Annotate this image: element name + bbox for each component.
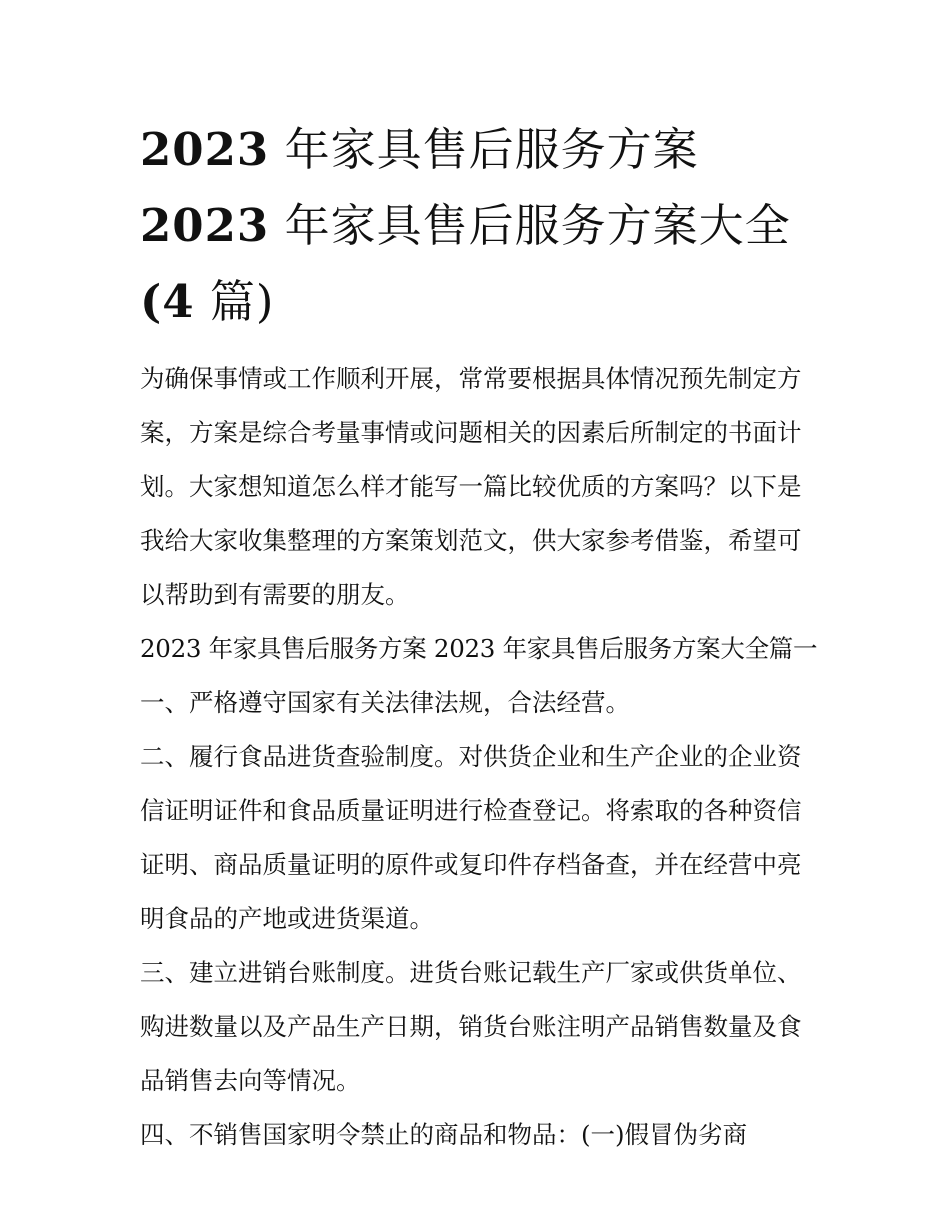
body-line-3: 划。大家想知道怎么样才能写一篇比较优质的方案吗？以下是 — [140, 472, 802, 501]
body-line-9: 信证明证件和食品质量证明进行检查登记。将索取的各种资信 — [140, 796, 802, 825]
title-line-3 — [140, 264, 830, 340]
document-body — [140, 357, 820, 1167]
body-line-13: 购进数量以及产品生产日期，销货台账注明产品销售数量及食 — [140, 1012, 802, 1041]
title-line-3-number: (4 — [140, 275, 195, 328]
title-line-2 — [140, 188, 830, 264]
body-line-5: 以帮助到有需要的朋友。 — [140, 580, 410, 609]
body-line-14: 品销售去向等情况。 — [140, 1066, 361, 1095]
body-line-7: 一、严格遵守国家有关法律法规，合法经营。 — [140, 688, 630, 717]
body-line-11: 明食品的产地或进货渠道。 — [140, 904, 434, 933]
body-line-10: 证明、商品质量证明的原件或复印件存档备查，并在经营中亮 — [140, 850, 802, 879]
title-line-1-number: 2023 — [140, 123, 270, 176]
title-line-1 — [140, 112, 830, 188]
title-line-1-text: 年家具售后服务方案 — [284, 123, 699, 176]
title-line-2-number: 2023 — [140, 199, 270, 252]
body-line-8: 二、履行食品进货查验制度。对供货企业和生产企业的企业资 — [140, 742, 802, 771]
body-line-15: 四、不销售国家明令禁止的商品和物品：(一)假冒伪劣商 — [140, 1120, 748, 1149]
body-line-4: 我给大家收集整理的方案策划范文，供大家参考借鉴，希望可 — [140, 526, 802, 555]
document-title — [140, 112, 830, 340]
section-heading-1: 2023 年家具售后服务方案 2023 年家具售后服务方案大全篇一 — [140, 634, 818, 663]
body-line-2: 案，方案是综合考量事情或问题相关的因素后所制定的书面计 — [140, 418, 802, 447]
title-line-2-text: 年家具售后服务方案大全 — [284, 199, 791, 252]
title-line-3-text: 篇) — [209, 275, 275, 328]
body-line-12: 三、建立进销台账制度。进货台账记载生产厂家或供货单位、 — [140, 958, 802, 987]
body-line-1: 为确保事情或工作顺利开展，常常要根据具体情况预先制定方 — [140, 364, 802, 393]
